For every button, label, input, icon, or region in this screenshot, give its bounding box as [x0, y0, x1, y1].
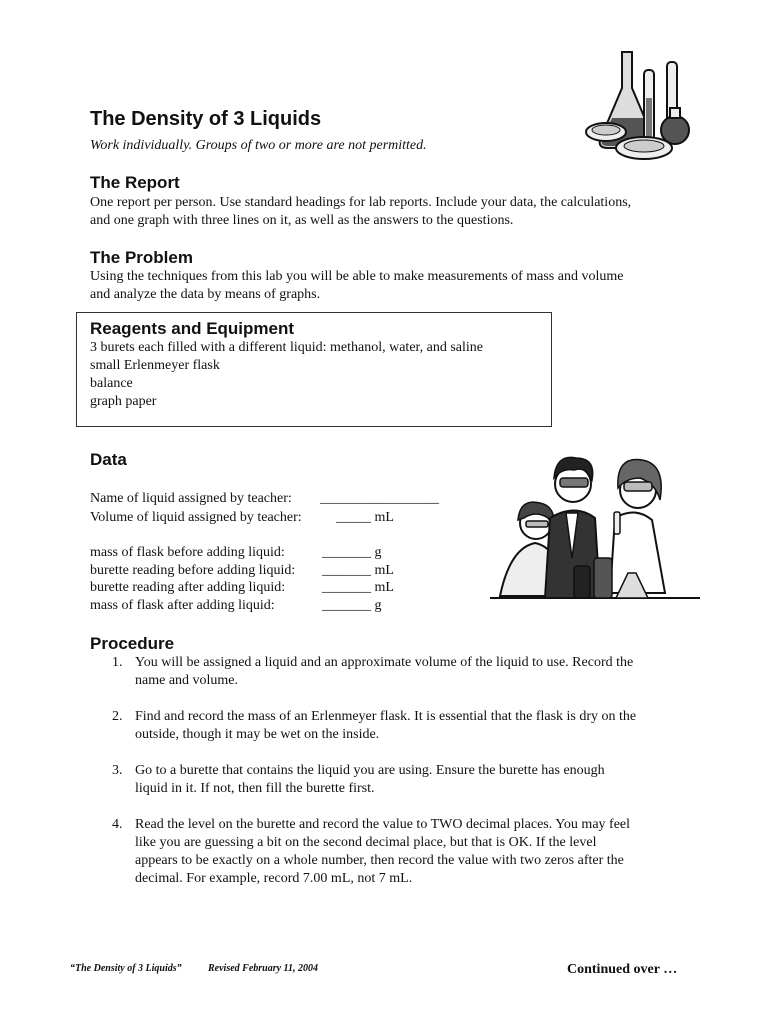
step-line: liquid in it. If not, then fill the burette first. [135, 781, 375, 796]
scientists-illustration [490, 448, 700, 613]
report-text [90, 194, 631, 230]
step-number: 3. [112, 763, 123, 778]
data-blank: _______ mL [322, 580, 394, 595]
data-blank: _________________ [320, 491, 439, 506]
footer-continued: Continued over … [567, 962, 678, 977]
problem-line: and analyze the data by means of graphs. [90, 287, 321, 302]
problem-heading: The Problem [90, 248, 193, 267]
data-heading: Data [90, 450, 127, 469]
report-line: and one graph with three lines on it, as well as the answers to the questions. [90, 213, 514, 228]
reagent-item: 3 burets each filled with a different liquid: methanol, water, and saline [90, 340, 483, 355]
data-label: mass of flask before adding liquid: [90, 545, 285, 560]
data-blank: _______ mL [322, 563, 394, 578]
reagents-heading: Reagents and Equipment [90, 319, 295, 338]
procedure-step [90, 708, 690, 744]
problem-text [90, 268, 623, 304]
step-number: 2. [112, 709, 123, 724]
report-heading: The Report [90, 173, 180, 192]
data-blank: _______ g [322, 545, 382, 560]
glassware-illustration [582, 48, 694, 164]
procedure-list [90, 654, 690, 888]
step-number: 4. [112, 817, 123, 832]
problem-line: Using the techniques from this lab you will be able to make measurements of mass and volume [90, 269, 624, 284]
procedure-heading: Procedure [90, 634, 175, 653]
step-line: Find and record the mass of an Erlenmeyer flask. It is essential that the flask is dry on the [135, 709, 637, 724]
reagent-item: graph paper [90, 394, 157, 409]
procedure-step [90, 762, 690, 798]
reagents-list [90, 339, 483, 411]
page-title: The Density of 3 Liquids [90, 108, 322, 130]
footer-revision: Revised February 11, 2004 [208, 963, 318, 974]
step-number: 1. [112, 655, 123, 670]
step-line: Go to a burette that contains the liquid you are using. Ensure the burette has enough [135, 763, 605, 778]
page-subtitle: Work individually. Groups of two or more are not permitted. [90, 138, 427, 153]
data-blank: _____ mL [336, 510, 394, 525]
reagent-item: balance [90, 376, 133, 391]
data-label: Name of liquid assigned by teacher: [90, 491, 292, 506]
data-label: Volume of liquid assigned by teacher: [90, 510, 302, 525]
step-line: appears to be exactly on a whole number, then record the value with two zeros after the [135, 853, 624, 868]
data-label: mass of flask after adding liquid: [90, 598, 275, 613]
step-line: like you are guessing a bit on the second decimal place, but that is OK. If the level [135, 835, 597, 850]
step-line: You will be assigned a liquid and an approximate volume of the liquid to use. Record the [135, 655, 634, 670]
data-label: burette reading after adding liquid: [90, 580, 286, 595]
reagent-item: small Erlenmeyer flask [90, 358, 220, 373]
step-line: name and volume. [135, 673, 239, 688]
data-label: burette reading before adding liquid: [90, 563, 296, 578]
step-line: Read the level on the burette and record the value to TWO decimal places. You may feel [135, 817, 631, 832]
step-line: decimal. For example, record 7.00 mL, not 7 mL. [135, 871, 413, 886]
procedure-step [90, 654, 690, 690]
step-line: outside, though it may be wet on the inside. [135, 727, 380, 742]
report-line: One report per person. Use standard headings for lab reports. Include your data, the calculations, [90, 195, 632, 210]
data-blank: _______ g [322, 598, 382, 613]
procedure-step [90, 816, 690, 888]
footer-doc-title: “The Density of 3 Liquids” [70, 963, 182, 974]
